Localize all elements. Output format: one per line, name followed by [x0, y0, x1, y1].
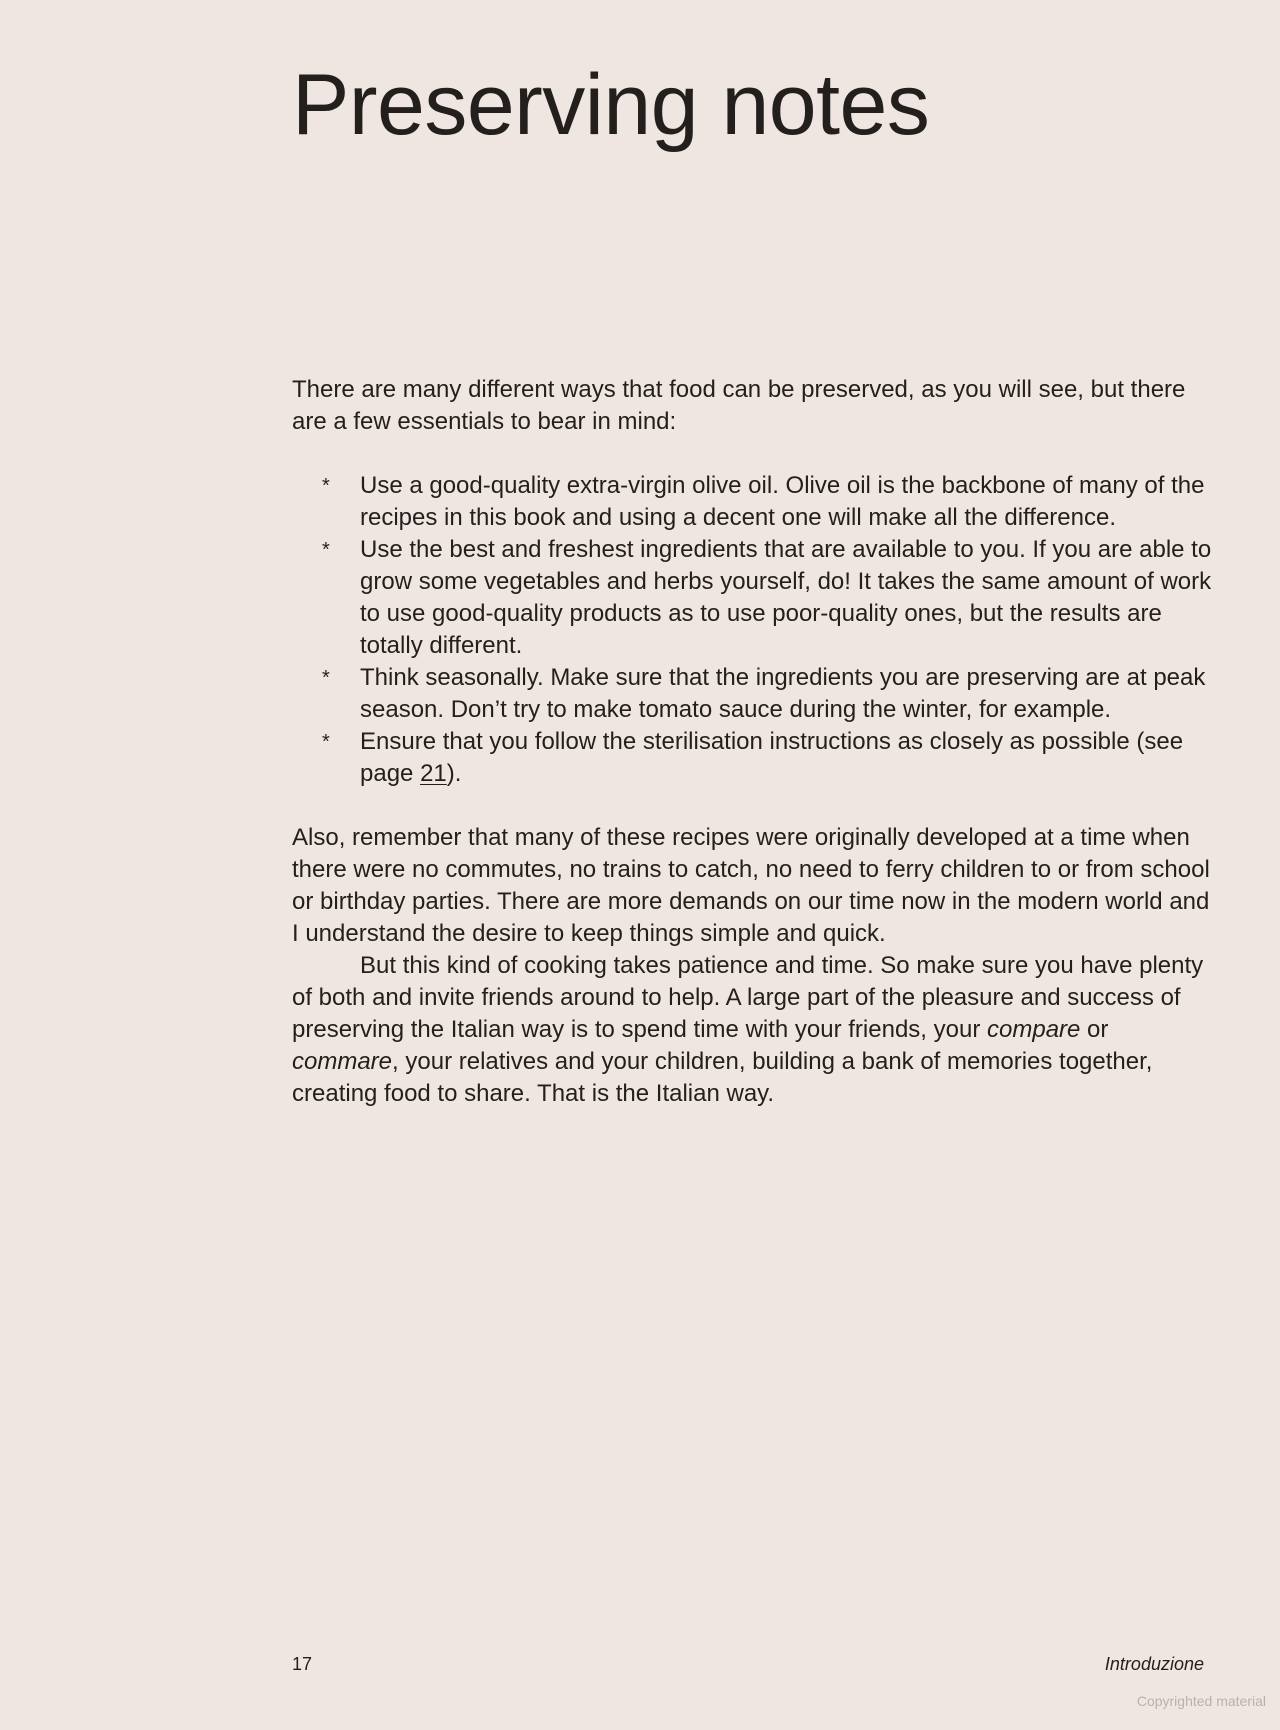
tip-text [360, 728, 1183, 787]
italic-word-compare: compare [987, 1016, 1081, 1043]
tip-text: Use the best and freshest ingredients that are available to you. If you are able to grow some vegetables and herbs yourself, do! It takes the same amount of work to use good-quality products as to use poor-quality ones, but the results are totally different. [360, 536, 1212, 659]
bullet-asterisk: * [322, 731, 330, 753]
italic-word-commare: commare [292, 1048, 393, 1075]
list-item [292, 470, 1212, 534]
bullet-asterisk: * [322, 539, 330, 561]
bullet-asterisk: * [322, 667, 330, 689]
body-paragraph-1: Also, remember that many of these recipes were originally developed at a time when there were no commutes, no trains to catch, no need to ferry children to or from school or birthday parties. There are more demands on our time now in the modern world and I understand the desire to keep things simple and quick. [292, 824, 1210, 947]
tip-text: Use a good-quality extra-virgin olive oil. Olive oil is the backbone of many of the recipes in this book and using a decent one will make all the difference. [360, 472, 1205, 531]
paragraph-2-part-2: or [1080, 1016, 1109, 1043]
page-number: 17 [292, 1654, 313, 1674]
body-text [292, 374, 1212, 1110]
copyright-watermark: Copyrighted material [1136, 1693, 1266, 1709]
tips-list [292, 470, 1212, 790]
intro-paragraph: There are many different ways that food can be preserved, as you will see, but there are a few essentials to bear in mind: [292, 376, 1186, 435]
page-title: Preserving notes [292, 57, 930, 153]
tip-text: Think seasonally. Make sure that the ingredients you are preserving are at peak season. Don’t try to make tomato sauce during the winter, for example. [360, 664, 1206, 723]
bullet-asterisk: * [322, 475, 330, 497]
list-item [292, 662, 1212, 726]
tip-text-before: Ensure that you follow the sterilisation instructions as closely as possible (see page [360, 728, 1184, 787]
tip-text-after: ). [446, 760, 462, 787]
paragraph-2-part-3: , your relatives and your children, building a bank of memories together, creating food to share. That is the Italian way. [292, 1048, 1153, 1107]
section-name: Introduzione [1104, 1654, 1204, 1674]
list-item [292, 726, 1212, 790]
paragraph-2-part-1: But this kind of cooking takes patience and time. So make sure you have plenty of both and invite friends around to help. A large part of the pleasure and success of preserving the Italian way is to spend time with your friends, your [292, 952, 1204, 1043]
body-paragraph-2 [292, 950, 1212, 1110]
page-reference-link[interactable]: 21 [420, 760, 447, 787]
list-item [292, 534, 1212, 662]
